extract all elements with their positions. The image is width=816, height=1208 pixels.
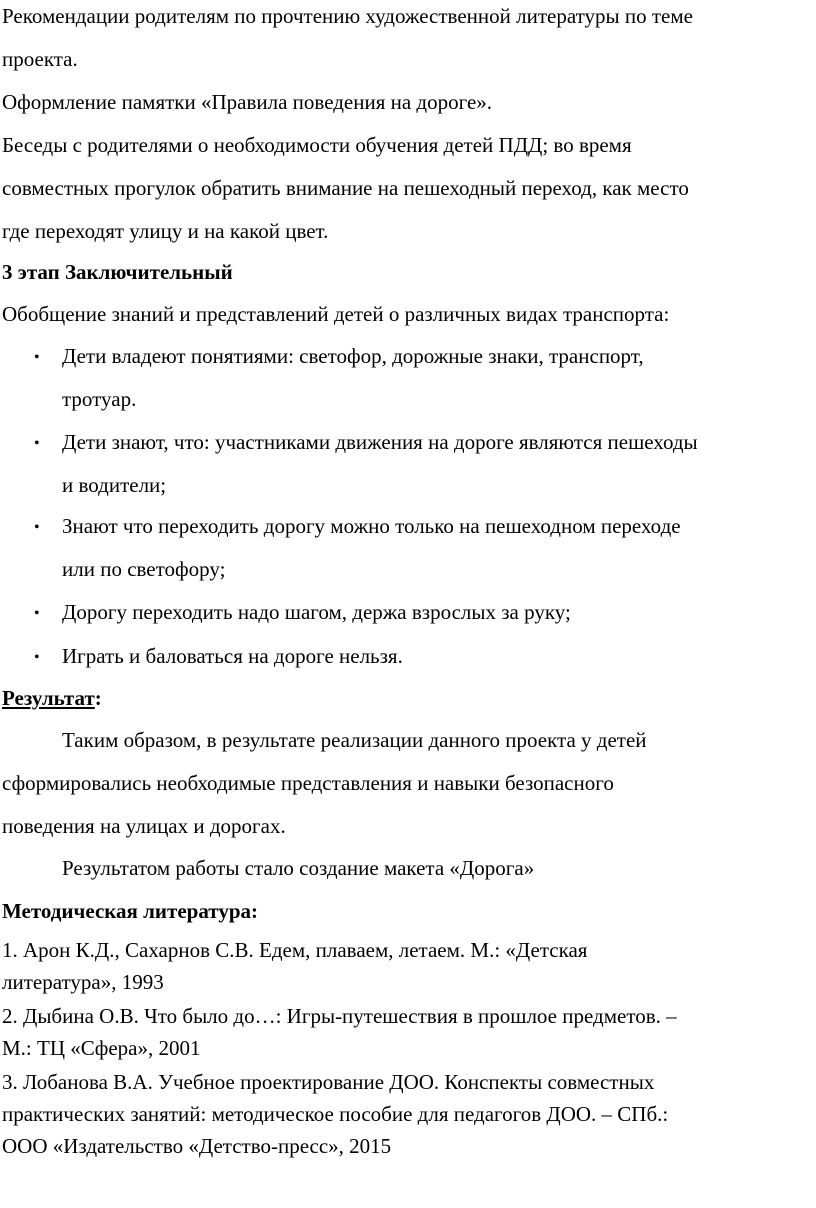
bullet-icon: • (34, 435, 40, 452)
stage3-intro: Обобщение знаний и представлений детей о различных видах транспорта: (2, 302, 670, 326)
literature-heading: Методическая литература: (2, 899, 259, 923)
result-paragraph-line2: сформировались необходимые представления и навыки безопасного (2, 771, 614, 795)
list-item: Играть и баловаться на дороге нельзя. (62, 644, 403, 668)
paragraph-talks-line2: совместных прогулок обратить внимание на пешеходный переход, как место (2, 176, 689, 200)
reference-item-1: 1. Арон К.Д., Сахарнов С.В. Едем, плаваем, летаем. М.: «Детская (2, 938, 588, 962)
list-item-continuation: тротуар. (62, 387, 137, 411)
result-paragraph-line1: Таким образом, в результате реализации данного проекта у детей (62, 728, 647, 752)
paragraph-talks-line3: где переходят улицу и на какой цвет. (2, 219, 329, 243)
paragraph-talks-line1: Беседы с родителями о необходимости обучения детей ПДД; во время (2, 133, 632, 157)
result-heading-text: Результат (2, 686, 95, 710)
bullet-icon: • (34, 649, 40, 666)
paragraph-recommendations-line2: проекта. (2, 47, 78, 71)
reference-item-2-continuation: М.: ТЦ «Сфера», 2001 (2, 1036, 201, 1060)
bullet-icon: • (34, 349, 40, 366)
paragraph-recommendations-line1: Рекомендации родителям по прочтению художественной литературы по теме (2, 4, 693, 28)
list-item: Дорогу переходить надо шагом, держа взрослых за руку; (62, 600, 571, 624)
list-item: Дети знают, что: участниками движения на дороге являются пешеходы (62, 430, 698, 454)
list-item-continuation: или по светофору; (62, 557, 226, 581)
list-item: Знают что переходить дорогу можно только на пешеходном переходе (62, 514, 681, 538)
list-item-continuation: и водители; (62, 473, 167, 497)
reference-item-3-continuation: практических занятий: методическое пособие для педагогов ДОО. – СПб.: (2, 1102, 669, 1126)
result-heading-colon: : (94, 686, 102, 710)
reference-item-3-continuation-2: ООО «Издательство «Детство-пресс», 2015 (2, 1134, 392, 1158)
reference-item-3: 3. Лобанова В.А. Учебное проектирование ДОО. Конспекты совместных (2, 1070, 655, 1094)
paragraph-memo: Оформление памятки «Правила поведения на дороге». (2, 90, 493, 114)
stage3-heading: 3 этап Заключительный (2, 260, 233, 284)
bullet-icon: • (34, 605, 40, 622)
result-outcome: Результатом работы стало создание макета «Дорога» (62, 856, 535, 880)
result-heading (2, 686, 102, 711)
reference-item-2: 2. Дыбина О.В. Что было до…: Игры-путешествия в прошлое предметов. – (2, 1004, 677, 1028)
bullet-icon: • (34, 519, 40, 536)
result-paragraph-line3: поведения на улицах и дорогах. (2, 814, 286, 838)
reference-item-1-continuation: литература», 1993 (2, 970, 164, 994)
list-item: Дети владеют понятиями: светофор, дорожные знаки, транспорт, (62, 344, 644, 368)
